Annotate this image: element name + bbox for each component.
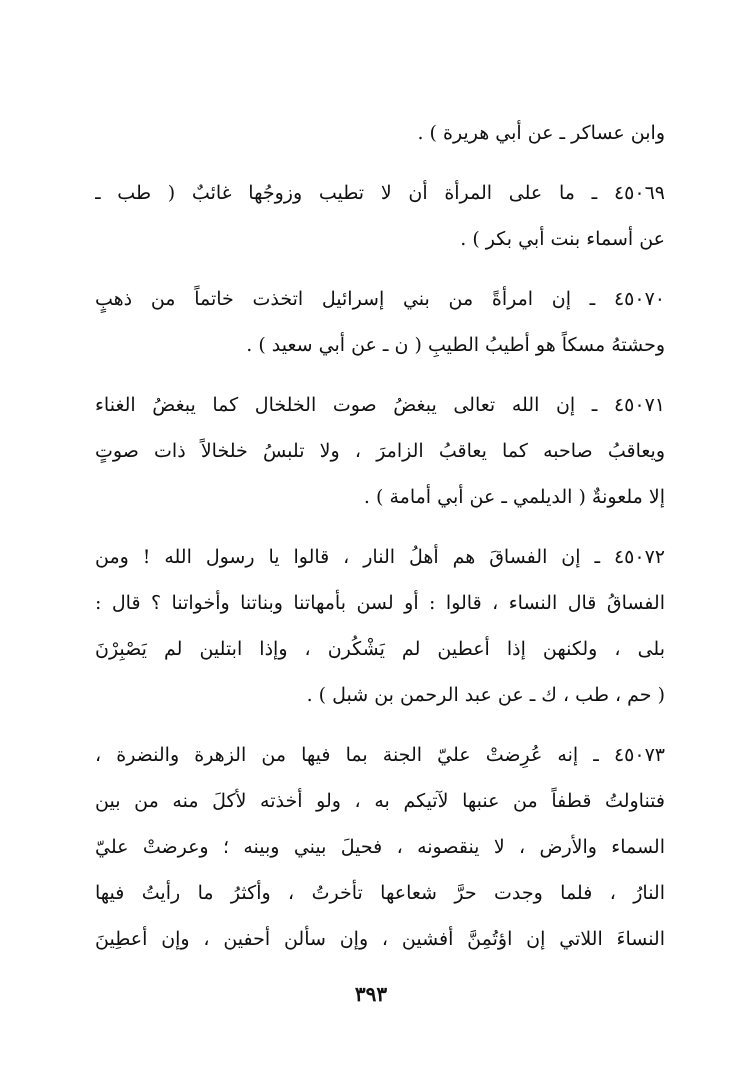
paragraph-gap — [95, 520, 665, 534]
text-line: النارُ ، فلما وجدت حرَّ شعاعها تأخرتُ ، وأكثرُ ما رأيتُ فيها — [95, 882, 665, 904]
text-line: فتناولتُ قطفاً من عنبها لآتيكم به ، ولو أخذته لأكلَ منه من بين — [95, 790, 665, 812]
paragraph-gap — [95, 718, 665, 732]
paragraph-1 — [95, 110, 665, 156]
text-line: ( حم ، طب ، ك ـ عن عبد الرحمن بن شبل ) . — [306, 684, 665, 706]
text-line: بلى ، ولكنهن إذا أعطين لم يَشْكُرن ، وإذا ابتلين لم يَصْبِرْنَ — [95, 638, 665, 660]
text-line: ٤٥٠٧١ ـ إن الله تعالى يبغضُ صوت الخلخال كما يبغضُ الغناء — [95, 394, 665, 416]
text-line: ٤٥٠٧٣ ـ إنه عُرِضتْ عليّ الجنة بما فيها من الزهرة والنضرة ، — [95, 744, 665, 766]
page-number: ٣٩٣ — [354, 982, 388, 1006]
text-line: ٤٥٠٧٠ ـ إن امرأةً من بني إسرائيل اتخذت خاتماً من ذهبٍ — [95, 288, 665, 310]
paragraph-gap — [95, 368, 665, 382]
text-line: وحشتهُ مسكاً هو أطيبُ الطيبِ ( ن ـ عن أبي سعيد ) . — [246, 334, 665, 356]
hadith-45072 — [95, 534, 665, 718]
text-line: عن أسماء بنت أبي بكر ) . — [460, 228, 665, 250]
hadith-45071 — [95, 382, 665, 520]
hadith-45069 — [95, 170, 665, 262]
text-line: السماء والأرض ، لا ينقصونه ، فحيلَ بيني وبينه ؛ وعرضتْ عليّ — [95, 836, 665, 858]
text-body — [95, 110, 665, 962]
paragraph-gap — [95, 262, 665, 276]
text-line: ٤٥٠٧٢ ـ إن الفساقَ هم أهلُ النار ، قالوا يا رسول الله ! ومن — [95, 546, 665, 568]
text-line: النساءَ اللاتي إن اؤتُمِنَّ أفشين ، وإن سألن أحفين ، وإن أعطِينَ — [95, 928, 665, 950]
text-line: الفساقُ قال النساء ، قالوا : أو لسن بأمهاتنا وبناتنا وأخواتنا ؟ قال : — [95, 592, 665, 614]
text-line: ويعاقبُ صاحبه كما يعاقبُ الزامرَ ، ولا تلبسُ خلخالاً ذات صوتٍ — [95, 440, 665, 462]
paragraph-gap — [95, 156, 665, 170]
hadith-45070 — [95, 276, 665, 368]
text-line: ٤٥٠٦٩ ـ ما على المرأة أن لا تطيب وزوجُها غائبٌ ( طب ـ — [95, 182, 665, 204]
hadith-45073 — [95, 732, 665, 962]
text-line: إلا ملعونةٌ ( الديلمي ـ عن أبي أمامة ) . — [363, 486, 665, 508]
text-line: وابن عساكر ـ عن أبي هريرة ) . — [417, 122, 665, 144]
